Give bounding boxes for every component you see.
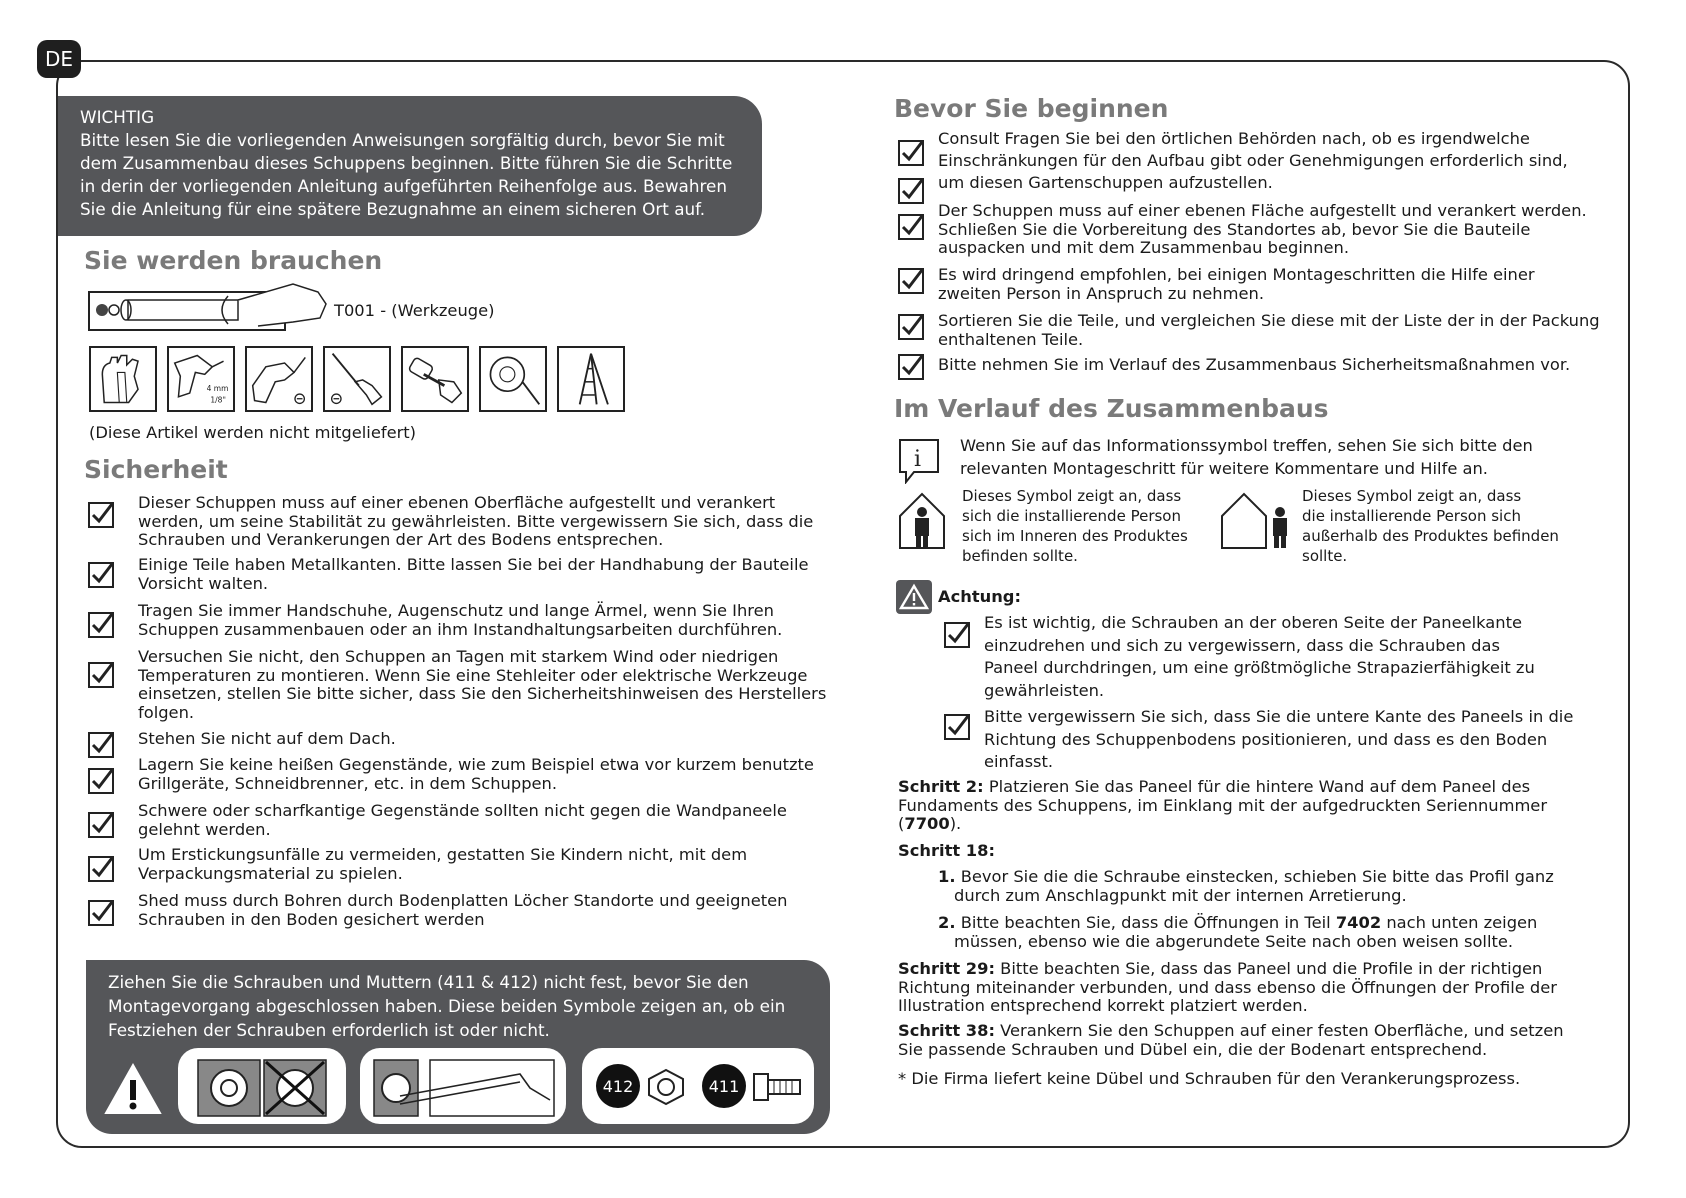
checkbox-checked-icon	[898, 268, 924, 294]
safety-item: Shed muss durch Bohren durch Bodenplatten Löcher Standorte und geeigneten Schrauben in den Boden gesichert werden	[138, 891, 788, 929]
before-item: Es wird dringend empfohlen, bei einigen Montageschritten die Hilfe einer zweiten Person in Anspruch zu nehmen.	[938, 265, 1535, 303]
screwdriver-drill-icon	[245, 346, 313, 412]
step-38: Schritt 38: Verankern Sie den Schuppen auf einer festen Oberfläche, und setzen Sie passende Schrauben und Dübel ein, die der Bodenart entsprechend.	[898, 1021, 1564, 1059]
person-outside-icon	[1218, 490, 1298, 552]
safety-item: Lagern Sie keine heißen Gegenstände, wie zum Beispiel etwa vor kurzem benutzte Grillgeräte, Schneidbrenner, etc. in dem Schuppen.	[138, 755, 814, 793]
inside-symbol-text: Dieses Symbol zeigt an, dass sich die installierende Person sich im Inneren des Produktes befinden sollte.	[962, 487, 1188, 565]
tool-icons	[89, 346, 625, 412]
tighten-symbols-icon	[178, 1048, 346, 1124]
checkbox-checked-icon	[898, 178, 924, 204]
screwdriver-icon	[323, 346, 391, 412]
gloves-icon	[89, 346, 157, 412]
person-inside-icon	[896, 490, 948, 552]
ladder-icon	[557, 346, 625, 412]
step-18-item-2: 2. Bitte beachten Sie, dass die Öffnungen in Teil 7402 nach unten zeigen müssen, ebenso wie die abgerundete Seite nach oben weisen sollte.	[938, 913, 1538, 951]
warning-triangle-icon	[104, 1062, 162, 1116]
drill-size-in: 1/8"	[210, 395, 226, 405]
caution-title: Achtung:	[938, 587, 1021, 606]
checkbox-checked-icon	[898, 314, 924, 340]
important-box	[58, 96, 762, 236]
safety-item: Stehen Sie nicht auf dem Dach.	[138, 729, 396, 748]
tool-label: T001 - (Werkzeuge)	[334, 301, 495, 320]
outside-symbol-text: Dieses Symbol zeigt an, dass die installierende Person sich außerhalb des Produktes befinden sollte.	[1302, 487, 1559, 565]
safety-item: Einige Teile haben Metallkanten. Bitte lassen Sie bei der Handhabung der Bauteile Vorsicht walten.	[138, 555, 809, 593]
safety-item: Dieser Schuppen muss auf einer ebenen Oberfläche aufgestellt und verankert werden, um seine Stabilität zu gewährleisten. Bitte vergewissern Sie sich, dass die Schrauben und Verankerungen der Art des Bodens entsprechen.	[138, 493, 814, 549]
tighten-line: Montagevorgang abgeschlossen haben. Diese beiden Symbole zeigen an, ob ein	[108, 996, 786, 1016]
info-icon	[896, 436, 942, 484]
info-text: Wenn Sie auf das Informationssymbol treffen, sehen Sie sich bitte den relevanten Montageschritt für weitere Kommentare und Hilfe an.	[960, 436, 1533, 478]
checkbox-checked-icon	[88, 502, 114, 528]
important-line: dem Zusammenbau dieses Schuppens beginnen. Bitte führen Sie die Schritte	[80, 153, 733, 173]
checkbox-checked-icon	[898, 214, 924, 240]
footnote: * Die Firma liefert keine Dübel und Schrauben für den Verankerungsprozess.	[898, 1069, 1521, 1088]
important-title: WICHTIG	[80, 107, 155, 127]
checkbox-checked-icon	[944, 714, 970, 740]
safety-item: Tragen Sie immer Handschuhe, Augenschutz und lange Ärmel, wenn Sie Ihren Schuppen zusammenbauen oder an ihm Instandhaltungsarbeiten durchführen.	[138, 601, 783, 639]
safety-item: Versuchen Sie nicht, den Schuppen an Tagen mit starkem Wind oder niedrigen Temperaturen zu montieren. Wenn Sie eine Stehleiter oder elektrische Werkzeuge einsetzen, stellen Sie bitte sicher, dass Sie den Sicherheitshinweisen des Herstellers folgen.	[138, 647, 827, 722]
wrench-panel	[360, 1048, 566, 1124]
step-18-item-1: 1. Bevor Sie die die Schraube einstecken, schieben Sie bitte das Profil ganz durch zum Anschlagpunkt mit der internen Arretierung.	[938, 867, 1554, 905]
checkbox-checked-icon	[88, 732, 114, 758]
rubber-mallet-icon	[401, 346, 469, 412]
checkbox-checked-icon	[88, 662, 114, 688]
before-item: Der Schuppen muss auf einer ebenen Fläche aufgestellt und verankert werden. Schließen Sie die Vorbereitung des Standortes ab, bevor Sie die Bauteile auspacken und mit dem Zusammenbau beginnen.	[938, 201, 1587, 257]
tape-measure-icon	[479, 346, 547, 412]
before-heading: Bevor Sie beginnen	[894, 94, 1169, 123]
step-2: Schritt 2: Platzieren Sie das Paneel für die hintere Wand auf dem Paneel des Fundaments des Schuppens, im Einklang mit der aufgedruckten Seriennummer (7700).	[898, 777, 1548, 833]
checkbox-checked-icon	[944, 622, 970, 648]
tool-t001-illustration	[88, 278, 328, 336]
part-number-badge: 412	[596, 1064, 640, 1108]
caution-item: Bitte vergewissern Sie sich, dass Sie die untere Kante des Paneels in die Richtung des Schuppenbodens positionieren, und dass es den Boden einfasst.	[984, 707, 1574, 771]
part-number-badge: 411	[702, 1064, 746, 1108]
tightening-symbols-panel	[178, 1048, 346, 1124]
bolt-icon	[752, 1066, 804, 1108]
before-item: Bitte nehmen Sie im Verlauf des Zusammenbaus Sicherheitsmaßnahmen vor.	[938, 355, 1571, 374]
tighten-line: Festziehen der Schrauben erforderlich ist oder nicht.	[108, 1020, 550, 1040]
checkbox-checked-icon	[898, 140, 924, 166]
step-29: Schritt 29: Bitte beachten Sie, dass das Paneel und die Profile in der richtigen Richtung miteinander verbunden, und dass ebenso die Öffnungen der Profile der Illustration entsprechend korrekt platziert werden.	[898, 959, 1557, 1015]
checkbox-checked-icon	[88, 856, 114, 882]
checkbox-checked-icon	[898, 354, 924, 380]
checkbox-checked-icon	[88, 900, 114, 926]
parts-panel	[582, 1048, 814, 1124]
safety-item: Schwere oder scharfkantige Gegenstände sollten nicht gegen die Wandpaneele gelehnt werden.	[138, 801, 787, 839]
before-item: Sortieren Sie die Teile, und vergleichen Sie diese mit der Liste der in der Packung enthaltenen Teile.	[938, 311, 1600, 349]
language-badge: DE	[37, 40, 81, 78]
drill-size-mm: 4 mm	[206, 384, 229, 394]
important-line: in derin der vorliegenden Anleitung aufgeführten Reihenfolge aus. Bewahren	[80, 176, 727, 196]
socket-wrench-icon	[360, 1048, 566, 1124]
during-heading: Im Verlauf des Zusammenbaus	[894, 394, 1329, 423]
checkbox-checked-icon	[88, 562, 114, 588]
tighten-line: Ziehen Sie die Schrauben und Muttern (411 & 412) nicht fest, bevor Sie den	[108, 972, 749, 992]
caution-item: Es ist wichtig, die Schrauben an der oberen Seite der Paneelkante einzudrehen und sich zu vergewissern, dass die Schrauben das Paneel durchdringen, um eine größtmögliche Strapazierfähigkeit zu gewährleisten.	[984, 613, 1535, 700]
not-supplied-note: (Diese Artikel werden nicht mitgeliefert)	[89, 423, 417, 442]
checkbox-checked-icon	[88, 612, 114, 638]
important-line: Bitte lesen Sie die vorliegenden Anweisungen sorgfältig durch, bevor Sie mit	[80, 130, 725, 150]
needs-heading: Sie werden brauchen	[84, 246, 383, 275]
nut-icon	[646, 1068, 686, 1106]
safety-item: Um Erstickungsunfälle zu vermeiden, gestatten Sie Kindern nicht, mit dem Verpackungsmaterial zu spielen.	[138, 845, 748, 883]
caution-icon	[896, 580, 932, 614]
safety-heading: Sicherheit	[84, 455, 228, 484]
checkbox-checked-icon	[88, 812, 114, 838]
svg-text:i: i	[914, 447, 922, 472]
step-18-label: Schritt 18:	[898, 841, 995, 860]
checkbox-checked-icon	[88, 768, 114, 794]
drill-icon	[167, 346, 235, 412]
before-item: Consult Fragen Sie bei den örtlichen Behörden nach, ob es irgendwelche Einschränkungen für den Aufbau gibt oder Genehmigungen erforderlich sind, um diesen Gartenschuppen aufzustellen.	[938, 129, 1568, 192]
important-line: Sie die Anleitung für eine spätere Bezugnahme an einem sicheren Ort auf.	[80, 199, 706, 219]
